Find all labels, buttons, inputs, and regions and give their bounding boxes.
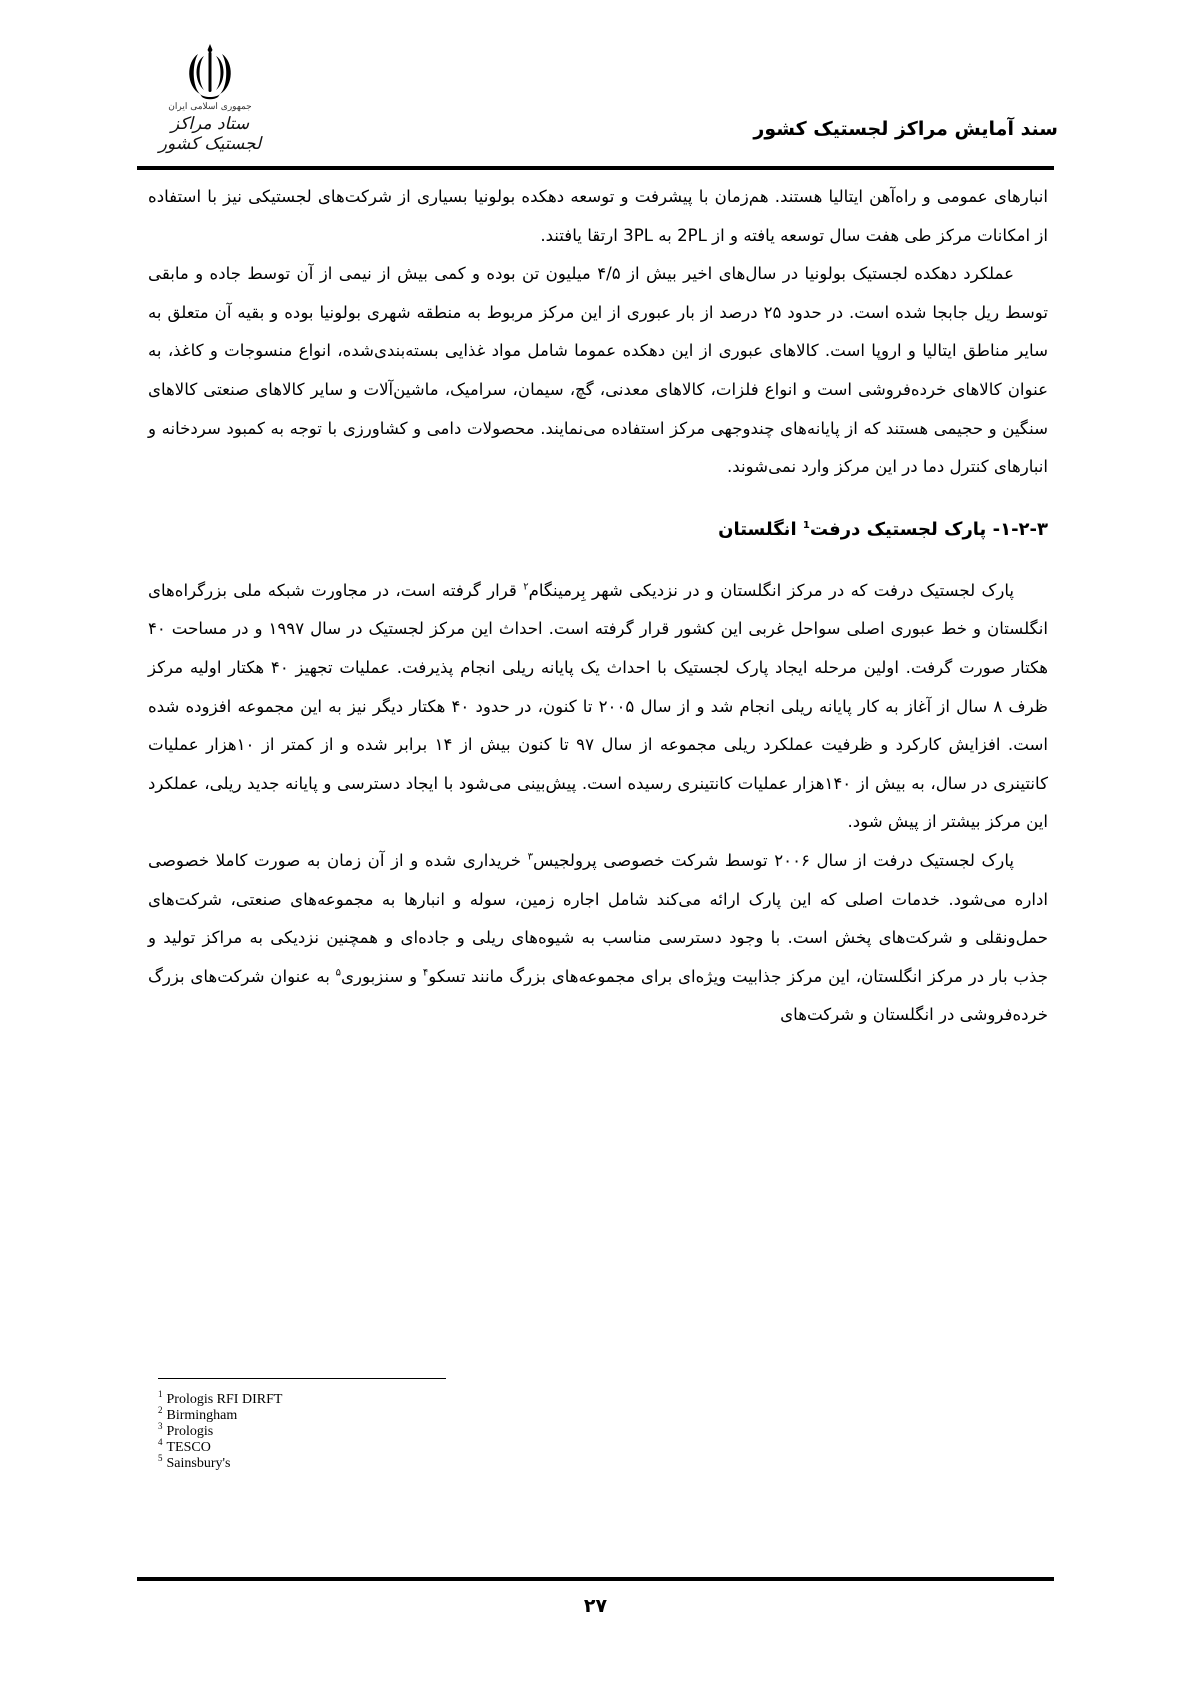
footnote-number: 2: [158, 1405, 163, 1416]
page-number: ۲۷: [583, 1595, 608, 1617]
main-content: [148, 178, 1048, 1035]
document-title: سند آمایش مراکز لجستیک کشور: [753, 118, 1058, 140]
footnote-item: [158, 1389, 283, 1408]
footnote-text: Birmingham: [166, 1408, 238, 1423]
footnote-number: 4: [158, 1437, 163, 1448]
paragraph-2: عملکرد دهکده لجستیک بولونیا در سال‌های اخیر بیش از ۴/۵ میلیون تن بوده و کمی بیش از نیمی از آن توسط جاده و مابقی توسط ریل جابجا شده است. در حدود ۲۵ درصد از بار عبوری از این مرکز مربوط به منطقه شهری بولونیا بوده و بقیه آن متعلق به سایر مناطق ایتالیا و اروپا است. کالاهای عبوری از این دهکده عموما شامل مواد غذایی بسته‌بندی‌شده، انواع منسوجات و کاغذ، به عنوان کالاهای خرده‌فروشی است و انواع فلزات، کالاهای معدنی، گچ، سیمان، سرامیک، ماشین‌آلات و سایر کالاهای صنعتی کالاهای سنگین و حجیمی هستند که از پایانه‌های چندوجهی مرکز استفاده می‌نمایند. محصولات دامی و کشاورزی با توجه به کمبود سردخانه و انبارهای کنترل دما در این مرکز وارد نمی‌شوند.: [148, 264, 1048, 477]
footnote-text: Sainsbury's: [166, 1456, 231, 1471]
paragraph-4-text-d: به عنوان شرکت‌های بزرگ خرده‌فروشی در انگلستان و شرکت‌های: [148, 966, 1048, 1025]
paragraph-1: انبارهای عمومی و راه‌آهن ایتالیا هستند. هم‌زمان با پیشرفت و توسعه دهکده بولونیا بسیاری از شرکت‌های لجستیکی نیز با استفاده از امکانات مرکز طی هفت سال توسعه یافته و از 2PL به 3PL ارتقا یافتند.: [148, 187, 1048, 245]
paragraph-4-text-a: پارک لجستیک درفت از سال ۲۰۰۶ توسط شرکت خصوصی پرولجیس: [533, 850, 1014, 870]
section-heading: [148, 514, 1048, 546]
footnote-item: [158, 1421, 282, 1440]
paragraph-4: [148, 842, 1048, 1035]
footnote-ref-2: ۲: [523, 581, 529, 593]
section-title-part2: انگلستان: [718, 518, 797, 540]
footnote-ref-3: ۳: [527, 851, 534, 863]
footnote-item: [158, 1453, 282, 1472]
logo-org-name: جمهوری اسلامی ایران: [168, 102, 252, 112]
footnote-ref-5: ۵: [335, 967, 342, 979]
footnote-text: Prologis: [166, 1424, 214, 1439]
section-title-part1: پارک لجستیک درفت: [809, 518, 987, 540]
footnote-ref-4: ۴: [422, 967, 429, 979]
footnote-separator: [158, 1378, 446, 1379]
footnote-text: TESCO: [166, 1440, 211, 1455]
header-divider: [137, 166, 1054, 170]
footnotes: [158, 1389, 283, 1472]
paragraph-4-text-b: خریداری شده و از آن زمان به صورت کاملا خصوصی اداره می‌شود. خدمات اصلی که این پارک ارائه می‌کند شامل اجاره زمین، سوله و انبارها به مجموعه‌های صنعتی، شرکت‌های حمل‌ونقلی و شرکت‌های پخش است. با وجود دسترسی مناسب به شیوه‌های ریلی و جاده‌ای و همچنین نزدیکی به مراکز تولید و جذب بار در مرکز انگلستان، این مرکز جذابیت ویژه‌ای برای مجموعه‌های بزرگ مانند تسکو: [148, 850, 1048, 986]
paragraph-3-text-a: پارک لجستیک درفت که در مرکز انگلستان و در نزدیکی شهر بِرمینگام: [528, 580, 1015, 600]
section-number: ۱-۲-۳-: [992, 518, 1048, 540]
paragraph-3-text-b: قرار گرفته است، در مجاورت شبکه ملی بزرگراه‌های انگلستان و خط عبوری اصلی سواحل غربی این کشور قرار گرفته است. احداث این مرکز لجستیک در سال ۱۹۹۷ و در مساحت ۴۰ هکتار صورت گرفت. اولین مرحله ایجاد پارک لجستیک با احداث یک پایانه ریلی انجام پذیرفت. عملیات تجهیز ۴۰ هکتار اولیه مرکز ظرف ۸ سال از آغاز به کار پایانه ریلی انجام شد و از سال ۲۰۰۵ تا کنون، در حدود ۴۰ هکتار دیگر نیز به این مجموعه افزوده شده است. افزایش کارکرد و ظرفیت عملکرد ریلی مجموعه از سال ۹۷ تا کنون بیش از ۱۴ برابر شده و از کمتر از ۱۰هزار عملیات کانتینری در سال، به بیش از ۱۴۰هزار عملیات کانتینری رسیده است. پیش‌بینی می‌شود با ایجاد دسترسی و پایانه جدید ریلی، عملکرد این مرکز بیشتر از پیش شود.: [148, 580, 1049, 832]
footnote-text: Prologis RFI DIRFT: [166, 1392, 283, 1407]
footer-divider: [137, 1577, 1054, 1581]
footnote-item: [158, 1437, 282, 1456]
footnote-number: 1: [158, 1389, 163, 1400]
logo-signature: ستاد مراکز لجستیک کشور: [158, 114, 262, 154]
footnote-number: 5: [158, 1453, 163, 1464]
paragraph-3: [148, 572, 1048, 842]
header-logo: [150, 42, 270, 152]
footnote-item: [158, 1405, 282, 1424]
footnote-number: 3: [158, 1421, 163, 1432]
paragraph-4-text-c: و سنزبوری: [341, 966, 418, 986]
iran-emblem-icon: [184, 42, 236, 100]
footnote-ref-1: 1: [802, 519, 810, 531]
